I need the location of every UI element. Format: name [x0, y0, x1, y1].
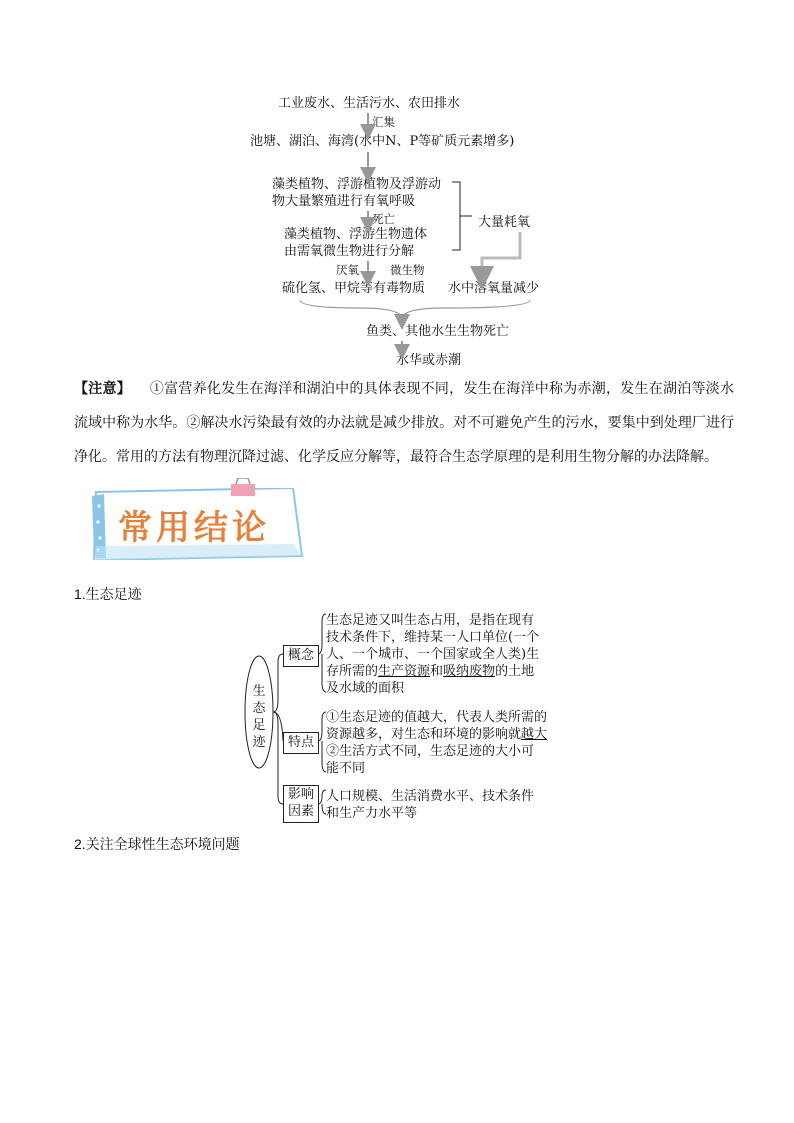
- flow-node-remains-line2: 由需氧微生物进行分解: [284, 244, 415, 259]
- concept-underline-resources: 生产资源: [378, 664, 431, 679]
- feature-text: 资源越多，对生态和环境的影响就: [326, 727, 522, 742]
- flow-edge-label-anaerobic: 厌氧: [336, 263, 359, 277]
- flow-merge-brace: [300, 300, 530, 318]
- flow-brace-label: 大量耗氧: [478, 215, 531, 230]
- flow-connector-oxygen: [482, 232, 520, 278]
- flow-node-sources: 工业废水、生活污水、农田排水: [278, 96, 461, 111]
- concept-line5: 及水域的面积: [326, 681, 405, 696]
- concept-line3: 人、一个城市、一个国家或全人类)生: [326, 647, 540, 662]
- feature-line3: ②生活方式不同，生态足迹的大小可: [326, 744, 535, 759]
- flowchart-connectors: [0, 0, 794, 380]
- factor-label-line2: 因素: [287, 804, 314, 819]
- factor-line1: 人口规模、生活消费水平、技术条件: [326, 789, 535, 804]
- note-paragraph: [74, 372, 734, 474]
- concept-line1: 生态足迹又叫生态占用，是指在现有: [326, 613, 535, 628]
- section2-title: 2.关注全球性生态环境问题: [74, 836, 240, 852]
- concept-line2: 技术条件下，维持某一人口单位(一个: [326, 630, 540, 645]
- banner-title: 常用结论: [118, 508, 270, 548]
- concept-text: 和: [430, 664, 444, 679]
- feature-line1: ①生态足迹的值越大，代表人类所需的: [326, 710, 548, 725]
- mindmap-root: [252, 683, 266, 751]
- flow-node-outcome: 水华或赤潮: [396, 353, 462, 368]
- root-char: 生: [252, 684, 266, 699]
- feature-underline-larger: 越大: [521, 727, 548, 742]
- flow-node-water-bodies: 池塘、湖泊、海湾(水中N、P等矿质元素增多): [250, 134, 515, 149]
- flow-node-oxygen-drop: 水中溶氧量减少: [448, 281, 540, 296]
- binder-clip-icon: [228, 478, 258, 498]
- flow-edge-label-death: 死亡: [372, 212, 395, 226]
- factor-label-line1: 影响: [287, 787, 314, 802]
- concept-text: 存所需的: [326, 664, 379, 679]
- feature-line4: 能不同: [326, 761, 366, 776]
- flow-edge-label-collect: 汇集: [372, 115, 395, 129]
- mindmap-node-feature: 特点: [283, 732, 319, 754]
- note-text: ①富营养化发生在海洋和湖泊中的具体表现不同，发生在海洋中称为赤潮，发生在湖泊等淡水流域中称为水华。②解决水污染最有效的办法就是减少排放。对不可避免产生的污水，要集中到处理厂进行净化。常用的方法有物理沉降过滤、化学反应分解等，最符合生态学原理的是利用生物分解的办法降解。: [74, 381, 734, 465]
- flow-node-remains-line1: 藻类植物、浮游生物遗体: [284, 227, 428, 242]
- feature-line2: [326, 726, 547, 743]
- flow-brace: [452, 182, 472, 250]
- mindmap-node-factor: [283, 785, 319, 823]
- mindmap-node-concept: 概念: [283, 645, 319, 667]
- flow-edge-label-microbe: 微生物: [390, 263, 425, 277]
- flow-node-algae-line2: 物大量繁殖进行有氧呼吸: [272, 194, 416, 209]
- factor-line2: 和生产力水平等: [326, 806, 418, 821]
- concept-underline-waste: 吸纳废物: [443, 664, 496, 679]
- flow-node-algae-line1: 藻类植物、浮游植物及浮游动: [272, 177, 442, 192]
- flow-node-toxins: 硫化氢、甲烷等有毒物质: [282, 281, 426, 296]
- note-label: 【注意】: [74, 381, 132, 397]
- flow-node-fish-death: 鱼类、其他水生生物死亡: [366, 324, 510, 339]
- root-char: 态: [252, 701, 266, 716]
- concept-line4: [326, 663, 534, 680]
- root-char: 迹: [252, 735, 266, 750]
- concept-text: 的土地: [495, 664, 535, 679]
- section1-title: 1.生态足迹: [74, 586, 142, 602]
- root-char: 足: [252, 718, 266, 733]
